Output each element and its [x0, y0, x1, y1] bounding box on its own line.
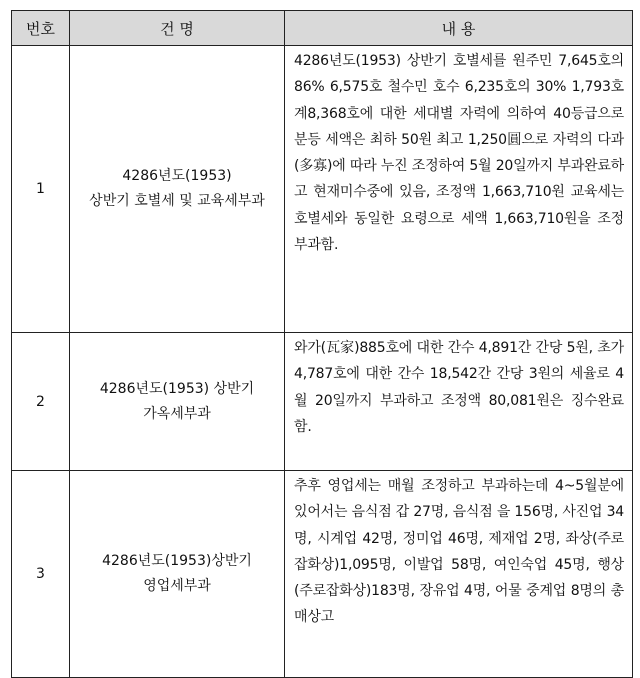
row-number: 3 — [12, 471, 70, 678]
row-number: 2 — [12, 333, 70, 471]
row-content: 추후 영업세는 매월 조정하고 부과하는데 4~5월분에 있어서는 음식점 갑 27명, 음식점 을 156명, 사진업 34명, 시계업 42명, 정미업 46명, 제재업 2명, 좌상(주로잡화상)1,095명, 이발업 58명, 여인숙업 45명, 행상(주로잡화상)183명, 장유업 4명, 어물 중계업 8명의 총 매상고 — [285, 471, 633, 678]
row-title — [70, 333, 285, 471]
row-number: 1 — [12, 46, 70, 333]
row-title-line: 영업세부과 — [143, 578, 211, 594]
row-title-line: 4286년도(1953)상반기 — [102, 553, 252, 569]
row-content: 와가(瓦家)885호에 대한 간수 4,891간 간당 5원, 초가 4,787호에 대한 간수 18,542간 간당 3원의 세율로 4월 20일까지 부과하고 조정액 80,081원은 징수완료 함. — [285, 333, 633, 471]
row-title-line: 4286년도(1953) 상반기 — [99, 380, 255, 397]
row-title — [70, 46, 285, 333]
header-row — [12, 11, 633, 46]
table-row — [12, 471, 633, 678]
header-content: 내 용 — [285, 11, 633, 46]
row-title-line: 4286년도(1953) — [122, 168, 232, 184]
header-title: 건 명 — [70, 11, 285, 46]
row-title-line: 상반기 호별세 및 교육세부과 — [89, 193, 265, 209]
row-title-line: 가옥세부과 — [143, 405, 211, 422]
header-number: 번호 — [12, 11, 70, 46]
table-row — [12, 333, 633, 471]
row-title — [70, 471, 285, 678]
table-row — [12, 46, 633, 333]
row-content: 4286년도(1953) 상반기 호별세를 원주민 7,645호의 86% 6,575호 철수민 호수 6,235호의 30% 1,793호 계8,368호에 대한 세대별 자력에 의하여 40등급으로 분등 세액은 최하 50원 최고 1,250圓으로 자력의 다과(多寡)에 따라 누진 조정하여 5월 20일까지 부과완료하고 현재미수중에 있음, 조정액 1,663,710원 교육세는 호별세와 동일한 요령으로 세액 1,663,710원을 조정부과함. — [285, 46, 633, 333]
records-table — [11, 10, 633, 678]
